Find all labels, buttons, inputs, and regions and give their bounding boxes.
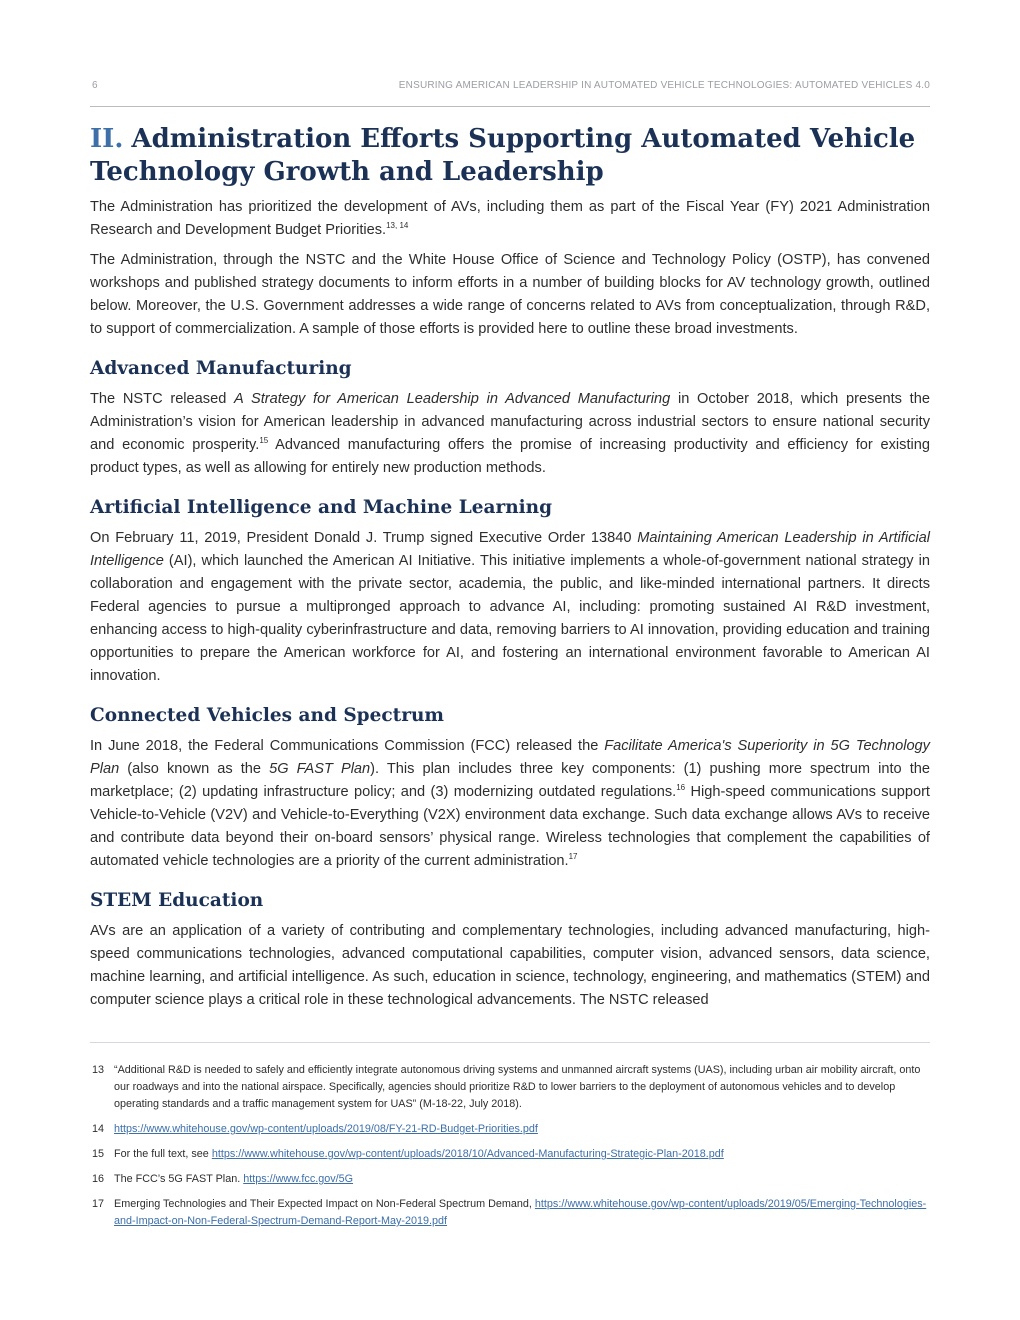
heading-ai-ml: Artificial Intelligence and Machine Learning <box>90 497 553 518</box>
paragraph-connected-vehicles: In June 2018, the Federal Communications Commission (FCC) released the Facilitate America's Superiority in 5G Technology Plan (also known as the 5G FAST Plan). This plan includes three key components: (1) pushing more spectrum into the marketplace; (2) updating infrastructure policy; and (3) modernizing outdated regulations.$^{16}$ High-speed communications support Vehicle-to-Vehicle (V2V) and Vehicle-to-Everything (V2X) environment data exchange. Such data exchange allows AVs to receive and contribute data beyond their on-board sensors’ physical range. Wireless technologies that complement the capabilities of automated vehicle technologies are a priority of the current administration.$^{17}$ <box>90 738 930 869</box>
footnote-number: 15 <box>92 1148 105 1160</box>
section-heading <box>90 123 930 189</box>
footnote <box>90 1062 930 1113</box>
body-text <box>90 196 930 1019</box>
section-title: Administration Efforts Supporting Automated Vehicle Technology Growth and Leadership <box>90 124 916 187</box>
footnote-text: “Additional R&D is needed to safely and efficiently integrate autonomous driving systems and unmanned aircraft systems (UAS), including urban air mobility aircraft, onto our roadways and into the national airspace. Specifically, agencies should prioritize R&D to lower barriers to the deployment of autonomous vehicles and to develop operating standards and a traffic management system for UAS” (M-18-22, July 2018). <box>114 1064 921 1110</box>
footnote-ref: 13, 14 <box>386 221 409 231</box>
footnote-text: Emerging Technologies and Their Expected Impact on Non-Federal Spectrum Demand, <box>114 1198 535 1210</box>
paragraph-advanced-manufacturing: The NSTC released A Strategy for American Leadership in Advanced Manufacturing in October 2018, which presents the Administration’s vision for American leadership in advanced manufacturing across industrial sectors to ensure national security and economic prosperity.$^{15}$ Advanced manufacturing offers the promise of increasing productivity and efficiency for existing product types, as well as allowing for entirely new production methods. <box>90 391 930 476</box>
document-title: Maintaining American Leadership in Artificial Intelligence <box>90 530 930 569</box>
footnote-link[interactable]: https://www.fcc.gov/5G <box>243 1173 354 1185</box>
paragraph-stem-education: AVs are an application of a variety of contributing and complementary technologies, including advanced manufacturing, high-speed communications technologies, advanced computational capabilities, computer vision, advanced sensors, data science, machine learning, and artificial intelligence. As such, education in science, technology, engineering, and mathematics (STEM) and computer science plays a critical role in these technological advancements. The NSTC released <box>90 923 930 1008</box>
heading-stem-education: STEM Education <box>90 890 264 911</box>
footnote <box>90 1196 930 1230</box>
footnote <box>90 1171 930 1188</box>
document-title: A Strategy for American Leadership in Advanced Manufacturing <box>234 391 671 407</box>
intro-paragraph-1: The Administration has prioritized the development of AVs, including them as part of the Fiscal Year (FY) 2021 Administration Research and Development Budget Priorities.$^{13, 14}$ <box>90 199 930 238</box>
footnote-number: 14 <box>92 1123 105 1135</box>
footnote-divider <box>90 1042 930 1043</box>
footnote-number: 17 <box>92 1198 105 1210</box>
footnote-link[interactable]: https://www.whitehouse.gov/wp-content/uploads/2018/10/Advanced-Manufacturing-Strategic-Plan-2018.pdf <box>211 1148 724 1160</box>
footnote-ref: 15 <box>259 436 269 446</box>
document-short-title: 5G FAST Plan <box>269 761 371 777</box>
footnote-text: The FCC’s 5G FAST Plan. <box>114 1173 244 1185</box>
footnote-text: For the full text, see <box>114 1148 212 1160</box>
footnote-ref: 17 <box>568 852 578 862</box>
footnote-link[interactable]: https://www.whitehouse.gov/wp-content/uploads/2019/05/Emerging-Technologies-and-Impact-on-Non-Federal-Spectrum-Demand-Report-May-2019.pdf <box>114 1198 927 1227</box>
paragraph-ai-ml: On February 11, 2019, President Donald J. Trump signed Executive Order 13840 Maintaining American Leadership in Artificial Intelligence (AI), which launched the American AI Initiative. This initiative implements a whole-of-government national strategy in collaboration and engagement with the private sector, academia, the public, and like-minded international partners. It directs Federal agencies to pursue a multipronged approach to advance AI, including: promoting sustained AI R&D investment, enhancing access to high-quality cyberinfrastructure and data, removing barriers to AI innovation, providing education and training opportunities to prepare the American workforce for AI, and fostering an international environment favorable to American AI innovation. <box>90 530 930 684</box>
footnote-link[interactable]: https://www.whitehouse.gov/wp-content/uploads/2019/08/FY-21-RD-Budget-Priorities.pdf <box>114 1123 538 1135</box>
heading-connected-vehicles: Connected Vehicles and Spectrum <box>90 705 444 726</box>
footnote <box>90 1121 930 1138</box>
footnote-ref: 16 <box>676 783 686 793</box>
heading-advanced-manufacturing: Advanced Manufacturing <box>90 358 352 379</box>
intro-paragraph-2: The Administration, through the NSTC and the White House Office of Science and Technology Policy (OSTP), has convened workshops and published strategy documents to inform efforts in a number of building blocks for AV technology growth, outlined below. Moreover, the U.S. Government addresses a wide range of concerns related to AVs from conceptualization, through R&D, to support of commercialization. A sample of those efforts is provided here to outline these broad investments. <box>90 252 930 337</box>
running-title: ENSURING AMERICAN LEADERSHIP IN AUTOMATED VEHICLE TECHNOLOGIES: AUTOMATED VEHICLES 4.0 <box>398 80 930 91</box>
running-header <box>90 80 930 100</box>
section-numeral: II. <box>90 124 124 154</box>
footnotes <box>90 1062 930 1238</box>
footnote-number: 16 <box>92 1173 105 1185</box>
header-divider <box>90 106 930 107</box>
document-title: Facilitate America's Superiority in 5G Technology Plan <box>90 738 930 777</box>
page-number: 6 <box>92 80 98 91</box>
footnote-number: 13 <box>92 1064 105 1076</box>
footnote <box>90 1146 930 1163</box>
